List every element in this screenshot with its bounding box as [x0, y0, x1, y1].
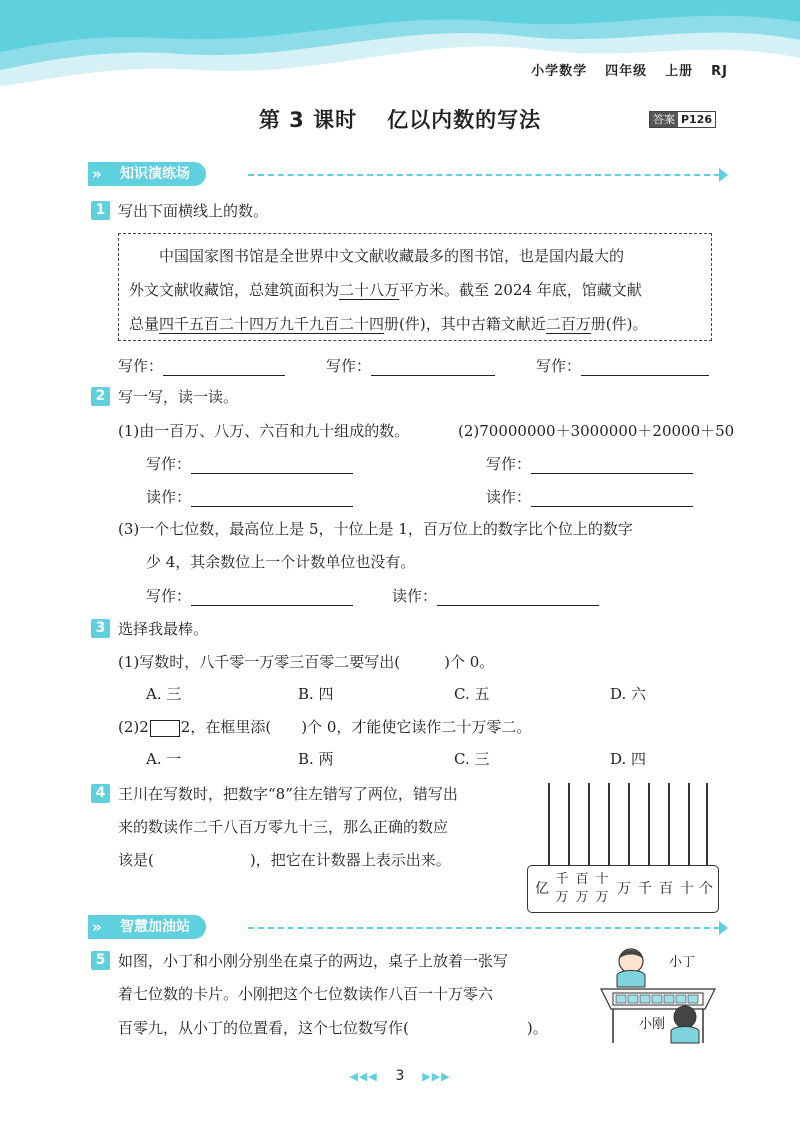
place-label: 千	[638, 881, 652, 897]
section-title: 知识演练场	[88, 162, 206, 186]
answer-blank[interactable]	[581, 358, 709, 376]
question-text: 王川在写数时，把数字“8”往左错写了两位，错写出	[118, 785, 458, 803]
page-number: 3	[395, 1068, 405, 1084]
question-number: 3	[91, 619, 110, 638]
question-prompt: 选择我最棒。	[118, 620, 209, 638]
answer-blank[interactable]	[191, 456, 353, 474]
option-c[interactable]: C. 五	[454, 685, 490, 703]
digit-box[interactable]	[150, 720, 180, 737]
place-label: 百	[659, 881, 673, 897]
place-label: 千万	[555, 872, 569, 905]
triple-right-arrow-icon: ▶▶▶	[422, 1070, 451, 1083]
question-number: 5	[91, 951, 110, 970]
option-b[interactable]: B. 两	[298, 750, 334, 768]
arrow-tip-icon	[719, 168, 728, 182]
question-number: 1	[91, 201, 110, 220]
sub-question: (1)写数时，八千零一万零三百零二要写出( )个 0。	[118, 653, 495, 671]
place-label: 十万	[595, 872, 609, 905]
answer-page: P126	[680, 113, 712, 126]
answer-field[interactable]: 读作：	[146, 486, 353, 507]
volume: 上册	[665, 64, 694, 79]
answer-blank[interactable]	[163, 358, 285, 376]
double-arrow-icon: »	[92, 918, 102, 936]
counter-rod[interactable]	[628, 783, 630, 865]
answer-label: 答案	[650, 112, 678, 127]
counter-rod[interactable]	[568, 783, 570, 865]
page-footer	[0, 1068, 800, 1084]
sub-question: (2)2 2，在框里添( )个 0，才能使它读作二十万零二。	[118, 718, 532, 736]
underlined-number: 四千五百二十四万九千九百二十四	[159, 315, 385, 333]
section-banner-advanced	[88, 913, 728, 943]
place-label: 十	[680, 881, 694, 897]
section-banner-practice	[88, 160, 728, 190]
place-label: 万	[617, 881, 631, 897]
answer-blank[interactable]	[531, 489, 693, 507]
lesson-name: 亿以内数的写法	[387, 108, 542, 132]
question-text: 该是( )，把它在计数器上表示出来。	[118, 851, 451, 869]
place-label: 百万	[575, 872, 589, 905]
question-prompt: 写一写，读一读。	[118, 388, 239, 406]
question-text: 来的数读作二千八百万零九十三，那么正确的数应	[118, 818, 449, 836]
option-d[interactable]: D. 四	[610, 750, 647, 768]
counter-base	[527, 865, 719, 913]
answer-blank[interactable]	[371, 358, 495, 376]
sub-question: 少 4，其余数位上一个计数单位也没有。	[146, 553, 416, 571]
header-wave	[0, 0, 800, 95]
question-text: 如图，小丁和小刚分别坐在桌子的两边，桌子上放着一张写	[118, 952, 509, 970]
label-xiaoding: 小丁	[669, 955, 696, 970]
question-text: 着七位数的卡片。小刚把这个七位数读作八百一十万零六	[118, 985, 494, 1003]
reading-passage: 中国国家图书馆是全世界中文文献收藏最多的图书馆，也是国内最大的 外文文献收藏馆，总建筑面积为二十八万平方米。截至 2024 年底，馆藏文献 总量四千五百二十四万九千九百二十四册(件)，其中古籍文献近二百万册(件)。	[118, 233, 712, 341]
answer-field[interactable]: 写作：	[536, 355, 709, 376]
abacus-counter[interactable]	[527, 783, 719, 913]
answer-field[interactable]: 写作：	[118, 355, 285, 376]
underlined-number: 二十八万	[339, 281, 400, 299]
triple-left-arrow-icon: ◀◀◀	[349, 1070, 378, 1083]
counter-rod[interactable]	[588, 783, 590, 865]
sub-question: (2)70000000＋3000000＋20000＋50	[458, 422, 735, 440]
answer-reference	[649, 111, 716, 128]
grade: 四年级	[605, 64, 648, 79]
counter-rod[interactable]	[668, 783, 670, 865]
question-prompt: 写出下面横线上的数。	[118, 202, 269, 220]
section-title: 智慧加油站	[88, 915, 206, 939]
book-info	[513, 60, 728, 79]
arrow-tip-icon	[719, 921, 728, 935]
counter-rod[interactable]	[648, 783, 650, 865]
answer-field[interactable]: 读作：	[392, 585, 599, 606]
answer-field[interactable]: 写作：	[146, 453, 353, 474]
sub-question: (1)由一百万、八万、六百和九十组成的数。	[118, 422, 410, 440]
divider	[248, 174, 720, 176]
option-a[interactable]: A. 三	[146, 685, 182, 703]
lesson-number: 第 3 课时	[258, 108, 358, 132]
counter-rod[interactable]	[608, 783, 610, 865]
passage-line: 中国国家图书馆是全世界中文文献收藏最多的图书馆，也是国内最大的	[159, 247, 625, 265]
answer-field[interactable]: 写作：	[326, 355, 495, 376]
label-xiaogang: 小刚	[639, 1017, 666, 1032]
place-label: 个	[699, 881, 713, 897]
counter-rod[interactable]	[706, 783, 708, 865]
answer-blank[interactable]	[191, 489, 353, 507]
answer-blank[interactable]	[531, 456, 693, 474]
subject: 小学数学	[531, 64, 588, 79]
answer-field[interactable]: 读作：	[486, 486, 693, 507]
edition: RJ	[711, 64, 728, 79]
underlined-number: 二百万	[545, 315, 591, 333]
answer-field[interactable]: 写作：	[486, 453, 693, 474]
option-a[interactable]: A. 一	[146, 750, 182, 768]
sub-question: (3)一个七位数，最高位上是 5，十位上是 1，百万位上的数字比个位上的数字	[118, 520, 633, 538]
counter-rod[interactable]	[548, 783, 550, 865]
question-number: 4	[91, 784, 110, 803]
answer-blank[interactable]	[191, 588, 353, 606]
double-arrow-icon: »	[92, 165, 102, 183]
option-b[interactable]: B. 四	[298, 685, 334, 703]
answer-blank[interactable]	[437, 588, 599, 606]
desk-illustration	[593, 945, 723, 1045]
divider	[248, 927, 720, 929]
place-label: 亿	[535, 881, 549, 897]
option-d[interactable]: D. 六	[610, 685, 647, 703]
question-number: 2	[91, 387, 110, 406]
answer-field[interactable]: 写作：	[146, 585, 353, 606]
question-text: 百零九，从小丁的位置看，这个七位数写作( )。	[118, 1019, 548, 1037]
counter-rod[interactable]	[688, 783, 690, 865]
option-c[interactable]: C. 三	[454, 750, 490, 768]
